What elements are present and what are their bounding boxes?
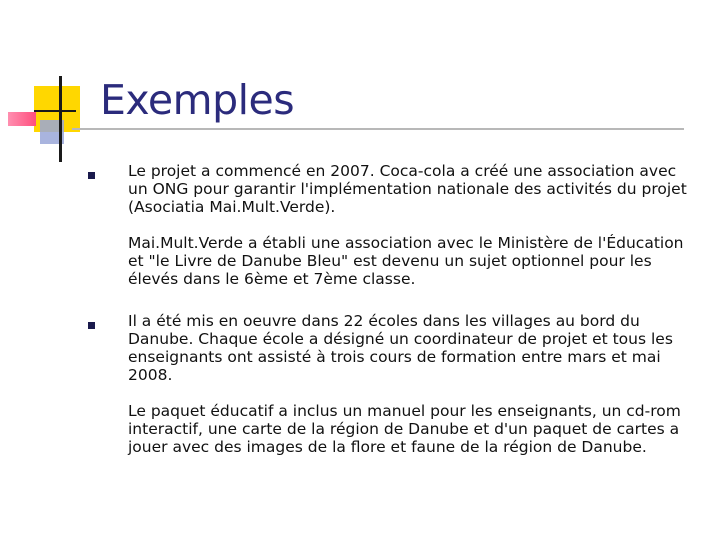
bullet-2-paragraph-1: Il a été mis en oeuvre dans 22 écoles dans les villages au bord du Danube. Chaque école a désigné un coordinateur de projet et tous les enseignants ont assisté à trois cours de formation entre mars et mai 2008. <box>128 312 673 384</box>
bullet-2-paragraph-2: Le paquet éducatif a inclus un manuel pour les enseignants, un cd-rom interactif, une carte de la région de Danube et d'un paquet de cartes a jouer avec des images de la flore et faune de la région de Danube. <box>128 402 681 456</box>
bullet-marker-1 <box>88 172 95 179</box>
bullet-1-paragraph-2: Mai.Mult.Verde a établi une association avec le Ministère de l'Éducation et "le Livre de Danube Bleu" est devenu un sujet optionnel pour les élevés dans le 6ème et 7ème classe. <box>128 234 684 288</box>
bullet-marker-2 <box>88 322 95 329</box>
bullet-1-paragraph-1: Le projet a commencé en 2007. Coca-cola a créé une association avec un ONG pour garantir l'implémentation nationale des activités du projet (Asociatia Mai.Mult.Verde). <box>128 162 687 216</box>
logo-horizontal-line <box>34 110 76 112</box>
title-underline <box>72 128 684 130</box>
logo-pink-bar <box>8 112 36 126</box>
slide-title: Exemples <box>100 76 295 124</box>
logo-vertical-line <box>59 76 62 162</box>
